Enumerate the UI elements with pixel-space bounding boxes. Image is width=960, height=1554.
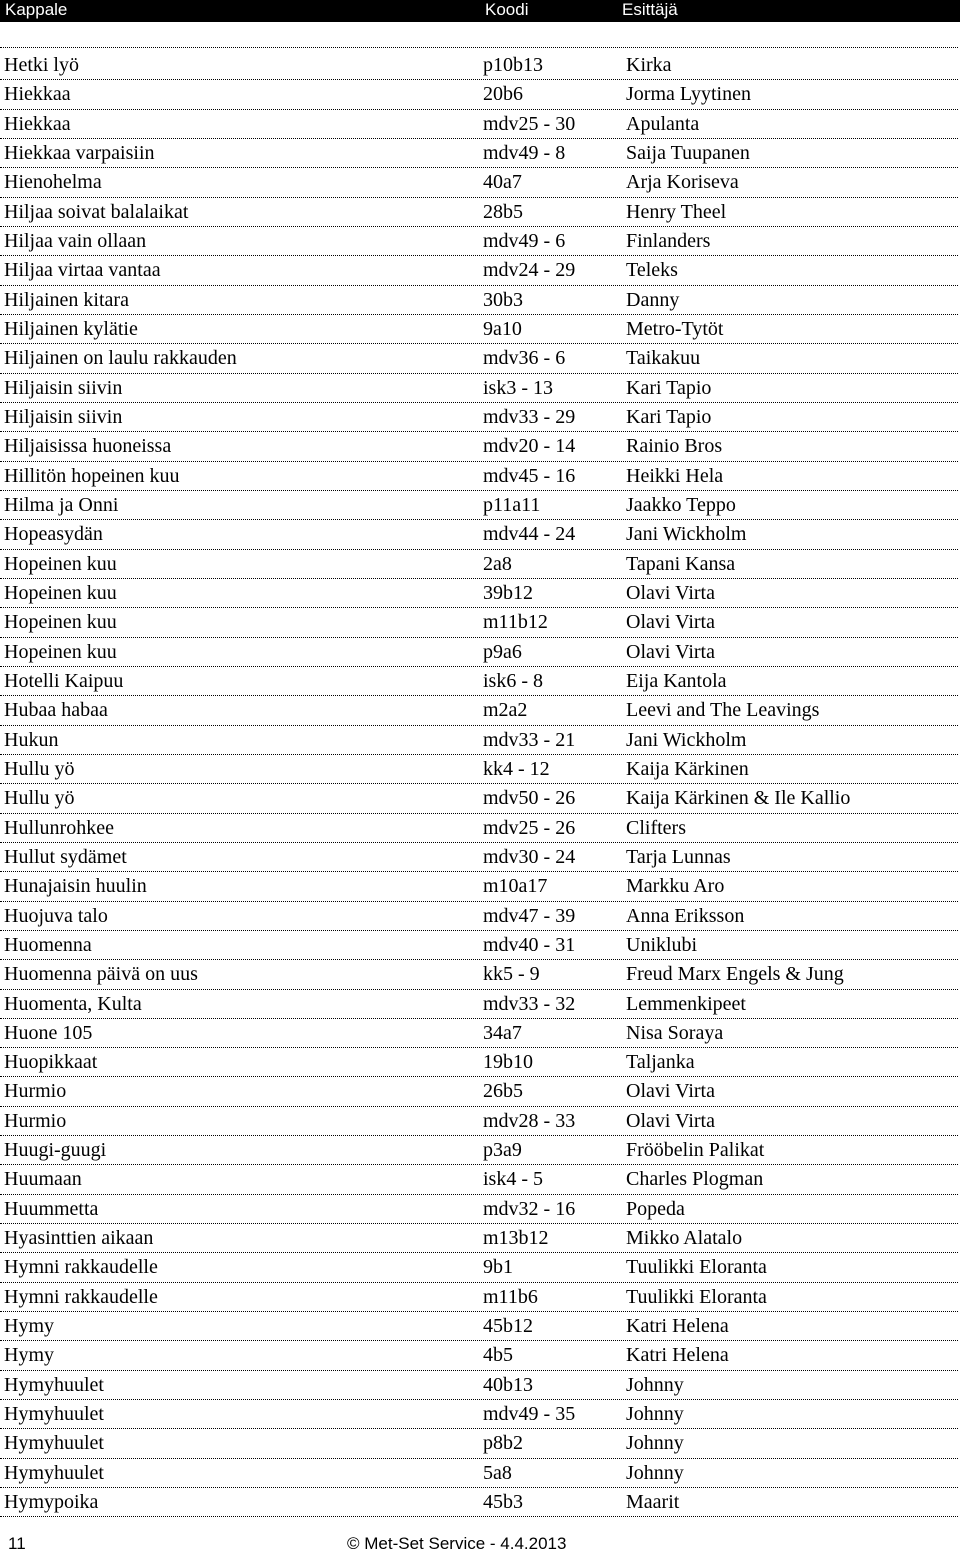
song-title: Hymy (4, 1315, 54, 1338)
song-artist: Maarit (626, 1491, 680, 1514)
song-title: Hullunrohkee (4, 816, 114, 839)
song-artist: Tuulikki Eloranta (626, 1256, 767, 1279)
song-code: mdv25 - 30 (483, 112, 576, 135)
table-row (0, 51, 958, 80)
table-row (0, 344, 958, 373)
song-artist: Johnny (626, 1373, 684, 1396)
song-title: Huumaan (4, 1168, 82, 1191)
song-code: mdv49 - 8 (483, 141, 566, 164)
song-title: Hiljainen kitara (4, 288, 129, 311)
song-title: Hukun (4, 728, 59, 751)
table-row (0, 579, 958, 608)
song-artist: Anna Eriksson (626, 904, 745, 927)
song-artist: Metro-Tytöt (626, 317, 724, 340)
table-row (0, 1459, 958, 1488)
table-row (0, 168, 958, 197)
song-artist: Heikki Hela (626, 464, 724, 487)
table-row (0, 198, 958, 227)
table-row (0, 491, 958, 520)
song-title: Hiljaa soivat balalaikat (4, 200, 189, 223)
song-artist: Rainio Bros (626, 435, 723, 458)
song-artist: Charles Plogman (626, 1168, 764, 1191)
song-artist: Olavi Virta (626, 581, 715, 604)
table-row (0, 1400, 958, 1429)
song-code: 9a10 (483, 317, 522, 340)
song-title: Hullu yö (4, 757, 75, 780)
table-row (0, 1107, 958, 1136)
song-artist: Kaija Kärkinen & Ile Kallio (626, 787, 851, 810)
song-code: mdv33 - 29 (483, 405, 576, 428)
column-header-artist: Esittäjä (622, 0, 678, 19)
copyright-notice: © Met-Set Service - 4.4.2013 (347, 1534, 567, 1553)
column-header-title: Kappale (5, 0, 68, 19)
table-row (0, 315, 958, 344)
song-code: isk4 - 5 (483, 1168, 543, 1191)
song-code: m11b12 (483, 611, 548, 634)
table-row (0, 1283, 958, 1312)
song-artist: Tuulikki Eloranta (626, 1285, 767, 1308)
song-code: m2a2 (483, 699, 528, 722)
song-title: Huomenna (4, 933, 92, 956)
song-code: mdv32 - 16 (483, 1197, 576, 1220)
song-code: p8b2 (483, 1432, 523, 1455)
song-title: Hiekkaa varpaisiin (4, 141, 155, 164)
song-title: Hiljainen on laulu rakkauden (4, 347, 237, 370)
song-title: Hiljaisissa huoneissa (4, 435, 172, 458)
song-artist: Johnny (626, 1403, 684, 1426)
song-code: 30b3 (483, 288, 523, 311)
song-code: mdv49 - 35 (483, 1403, 576, 1426)
song-artist: Frööbelin Palikat (626, 1139, 765, 1162)
song-artist: Apulanta (626, 112, 700, 135)
table-row (0, 1429, 958, 1458)
song-title: Hotelli Kaipuu (4, 669, 124, 692)
table-row (0, 1488, 958, 1517)
table-row (0, 931, 958, 960)
table-row (0, 872, 958, 901)
table-row (0, 902, 958, 931)
song-code: 40b13 (483, 1373, 533, 1396)
song-artist: Eija Kantola (626, 669, 727, 692)
table-row (0, 80, 958, 109)
page-number: 11 (8, 1534, 26, 1553)
song-code: 2a8 (483, 552, 512, 575)
song-artist: Katri Helena (626, 1315, 729, 1338)
song-table (0, 51, 958, 1517)
song-artist: Arja Koriseva (626, 171, 739, 194)
song-code: m13b12 (483, 1227, 549, 1250)
song-code: isk6 - 8 (483, 669, 543, 692)
table-row (0, 960, 958, 989)
song-code: isk3 - 13 (483, 376, 553, 399)
column-header-bar (0, 0, 960, 22)
table-row (0, 1165, 958, 1194)
song-code: mdv33 - 21 (483, 728, 576, 751)
song-code: 40a7 (483, 171, 522, 194)
song-code: m10a17 (483, 875, 548, 898)
table-row (0, 432, 958, 461)
table-row (0, 1019, 958, 1048)
song-artist: Olavi Virta (626, 1109, 715, 1132)
song-code: mdv36 - 6 (483, 347, 566, 370)
table-row (0, 784, 958, 813)
table-row (0, 667, 958, 696)
song-artist: Katri Helena (626, 1344, 729, 1367)
song-code: 4b5 (483, 1344, 513, 1367)
song-title: Hymyhuulet (4, 1461, 104, 1484)
song-code: mdv40 - 31 (483, 933, 576, 956)
song-artist: Johnny (626, 1461, 684, 1484)
song-code: kk4 - 12 (483, 757, 550, 780)
table-row (0, 1077, 958, 1106)
song-code: mdv44 - 24 (483, 523, 576, 546)
song-code: 39b12 (483, 581, 533, 604)
song-title: Huugi-guugi (4, 1139, 107, 1162)
table-row (0, 755, 958, 784)
song-code: 5a8 (483, 1461, 512, 1484)
song-artist: Jaakko Teppo (626, 493, 736, 516)
table-row (0, 1341, 958, 1370)
song-title: Hubaa habaa (4, 699, 108, 722)
song-title: Hiljaisin siivin (4, 376, 123, 399)
table-row (0, 843, 958, 872)
song-code: mdv49 - 6 (483, 229, 566, 252)
song-artist: Kirka (626, 54, 672, 76)
song-title: Hopeinen kuu (4, 552, 117, 575)
table-row (0, 1312, 958, 1341)
song-code: mdv20 - 14 (483, 435, 576, 458)
song-title: Hurmio (4, 1109, 67, 1132)
song-title: Hopeinen kuu (4, 581, 117, 604)
song-artist: Jani Wickholm (626, 728, 747, 751)
song-code: 9b1 (483, 1256, 513, 1279)
song-title: Hopeinen kuu (4, 611, 117, 634)
song-artist: Tapani Kansa (626, 552, 736, 575)
table-row (0, 374, 958, 403)
song-artist: Kari Tapio (626, 376, 712, 399)
table-row (0, 520, 958, 549)
song-title: Hiljainen kylätie (4, 317, 138, 340)
song-title: Hopeasydän (4, 523, 103, 546)
song-title: Huummetta (4, 1197, 99, 1220)
song-code: mdv50 - 26 (483, 787, 576, 810)
table-row (0, 726, 958, 755)
table-row (0, 638, 958, 667)
table-row (0, 227, 958, 256)
table-top-rule (0, 47, 958, 48)
song-code: p10b13 (483, 54, 543, 76)
song-artist: Olavi Virta (626, 611, 715, 634)
song-artist: Taikakuu (626, 347, 701, 370)
table-row (0, 1136, 958, 1165)
table-row (0, 608, 958, 637)
song-code: mdv28 - 33 (483, 1109, 576, 1132)
song-title: Hullu yö (4, 787, 75, 810)
song-title: Hiekkaa (4, 83, 71, 106)
song-title: Hymypoika (4, 1491, 99, 1514)
table-row (0, 550, 958, 579)
song-artist: Lemmenkipeet (626, 992, 746, 1015)
song-artist: Markku Aro (626, 875, 725, 898)
song-code: 20b6 (483, 83, 523, 106)
song-artist: Henry Theel (626, 200, 727, 223)
table-row (0, 110, 958, 139)
song-artist: Clifters (626, 816, 686, 839)
song-code: p9a6 (483, 640, 522, 663)
song-title: Hilma ja Onni (4, 493, 119, 516)
song-code: mdv25 - 26 (483, 816, 576, 839)
table-row (0, 286, 958, 315)
table-row (0, 139, 958, 168)
song-title: Hiljaa virtaa vantaa (4, 259, 161, 282)
song-title: Hunajaisin huulin (4, 875, 147, 898)
song-artist: Saija Tuupanen (626, 141, 750, 164)
song-code: kk5 - 9 (483, 963, 540, 986)
table-row (0, 256, 958, 285)
song-code: 45b12 (483, 1315, 533, 1338)
song-title: Hiljaa vain ollaan (4, 229, 147, 252)
table-row (0, 1253, 958, 1282)
song-title: Hyasinttien aikaan (4, 1227, 154, 1250)
song-title: Hurmio (4, 1080, 67, 1103)
song-artist: Leevi and The Leavings (626, 699, 820, 722)
song-title: Hymy (4, 1344, 54, 1367)
song-code: p3a9 (483, 1139, 522, 1162)
song-title: Hillitön hopeinen kuu (4, 464, 180, 487)
song-artist: Kari Tapio (626, 405, 712, 428)
song-code: mdv45 - 16 (483, 464, 576, 487)
song-artist: Nisa Soraya (626, 1021, 724, 1044)
song-artist: Tarja Lunnas (626, 845, 731, 868)
song-title: Huomenta, Kulta (4, 992, 142, 1015)
table-row (0, 1195, 958, 1224)
song-artist: Taljanka (626, 1051, 695, 1074)
song-artist: Danny (626, 288, 680, 311)
song-title: Hymni rakkaudelle (4, 1256, 158, 1279)
song-artist: Olavi Virta (626, 1080, 715, 1103)
song-code: m11b6 (483, 1285, 538, 1308)
song-code: mdv47 - 39 (483, 904, 576, 927)
song-code: 28b5 (483, 200, 523, 223)
song-title: Hullut sydämet (4, 845, 127, 868)
table-row (0, 696, 958, 725)
table-row (0, 814, 958, 843)
song-title: Hymni rakkaudelle (4, 1285, 158, 1308)
song-artist: Uniklubi (626, 933, 698, 956)
song-code: p11a11 (483, 493, 541, 516)
song-title: Hetki lyö (4, 54, 79, 76)
song-title: Huojuva talo (4, 904, 108, 927)
song-artist: Johnny (626, 1432, 684, 1455)
song-artist: Teleks (626, 259, 678, 282)
table-row (0, 990, 958, 1019)
song-title: Hymyhuulet (4, 1432, 104, 1455)
song-code: mdv30 - 24 (483, 845, 576, 868)
song-code: 45b3 (483, 1491, 523, 1514)
song-artist: Popeda (626, 1197, 685, 1220)
table-row (0, 1371, 958, 1400)
song-artist: Kaija Kärkinen (626, 757, 749, 780)
table-row (0, 462, 958, 491)
song-artist: Olavi Virta (626, 640, 715, 663)
song-title: Huopikkaat (4, 1051, 98, 1074)
table-row (0, 403, 958, 432)
song-code: mdv33 - 32 (483, 992, 576, 1015)
song-artist: Freud Marx Engels & Jung (626, 963, 844, 986)
song-title: Huomenna päivä on uus (4, 963, 198, 986)
table-row (0, 1048, 958, 1077)
song-code: mdv24 - 29 (483, 259, 576, 282)
column-header-code: Koodi (485, 0, 529, 19)
song-code: 19b10 (483, 1051, 533, 1074)
song-code: 26b5 (483, 1080, 523, 1103)
song-artist: Mikko Alatalo (626, 1227, 743, 1250)
song-title: Huone 105 (4, 1021, 93, 1044)
song-code: 34a7 (483, 1021, 522, 1044)
song-title: Hiljaisin siivin (4, 405, 123, 428)
song-title: Hopeinen kuu (4, 640, 117, 663)
song-title: Hienohelma (4, 171, 102, 194)
song-artist: Jorma Lyytinen (626, 83, 751, 106)
song-artist: Jani Wickholm (626, 523, 747, 546)
song-title: Hiekkaa (4, 112, 71, 135)
table-row (0, 1224, 958, 1253)
song-title: Hymyhuulet (4, 1373, 104, 1396)
song-artist: Finlanders (626, 229, 711, 252)
song-title: Hymyhuulet (4, 1403, 104, 1426)
